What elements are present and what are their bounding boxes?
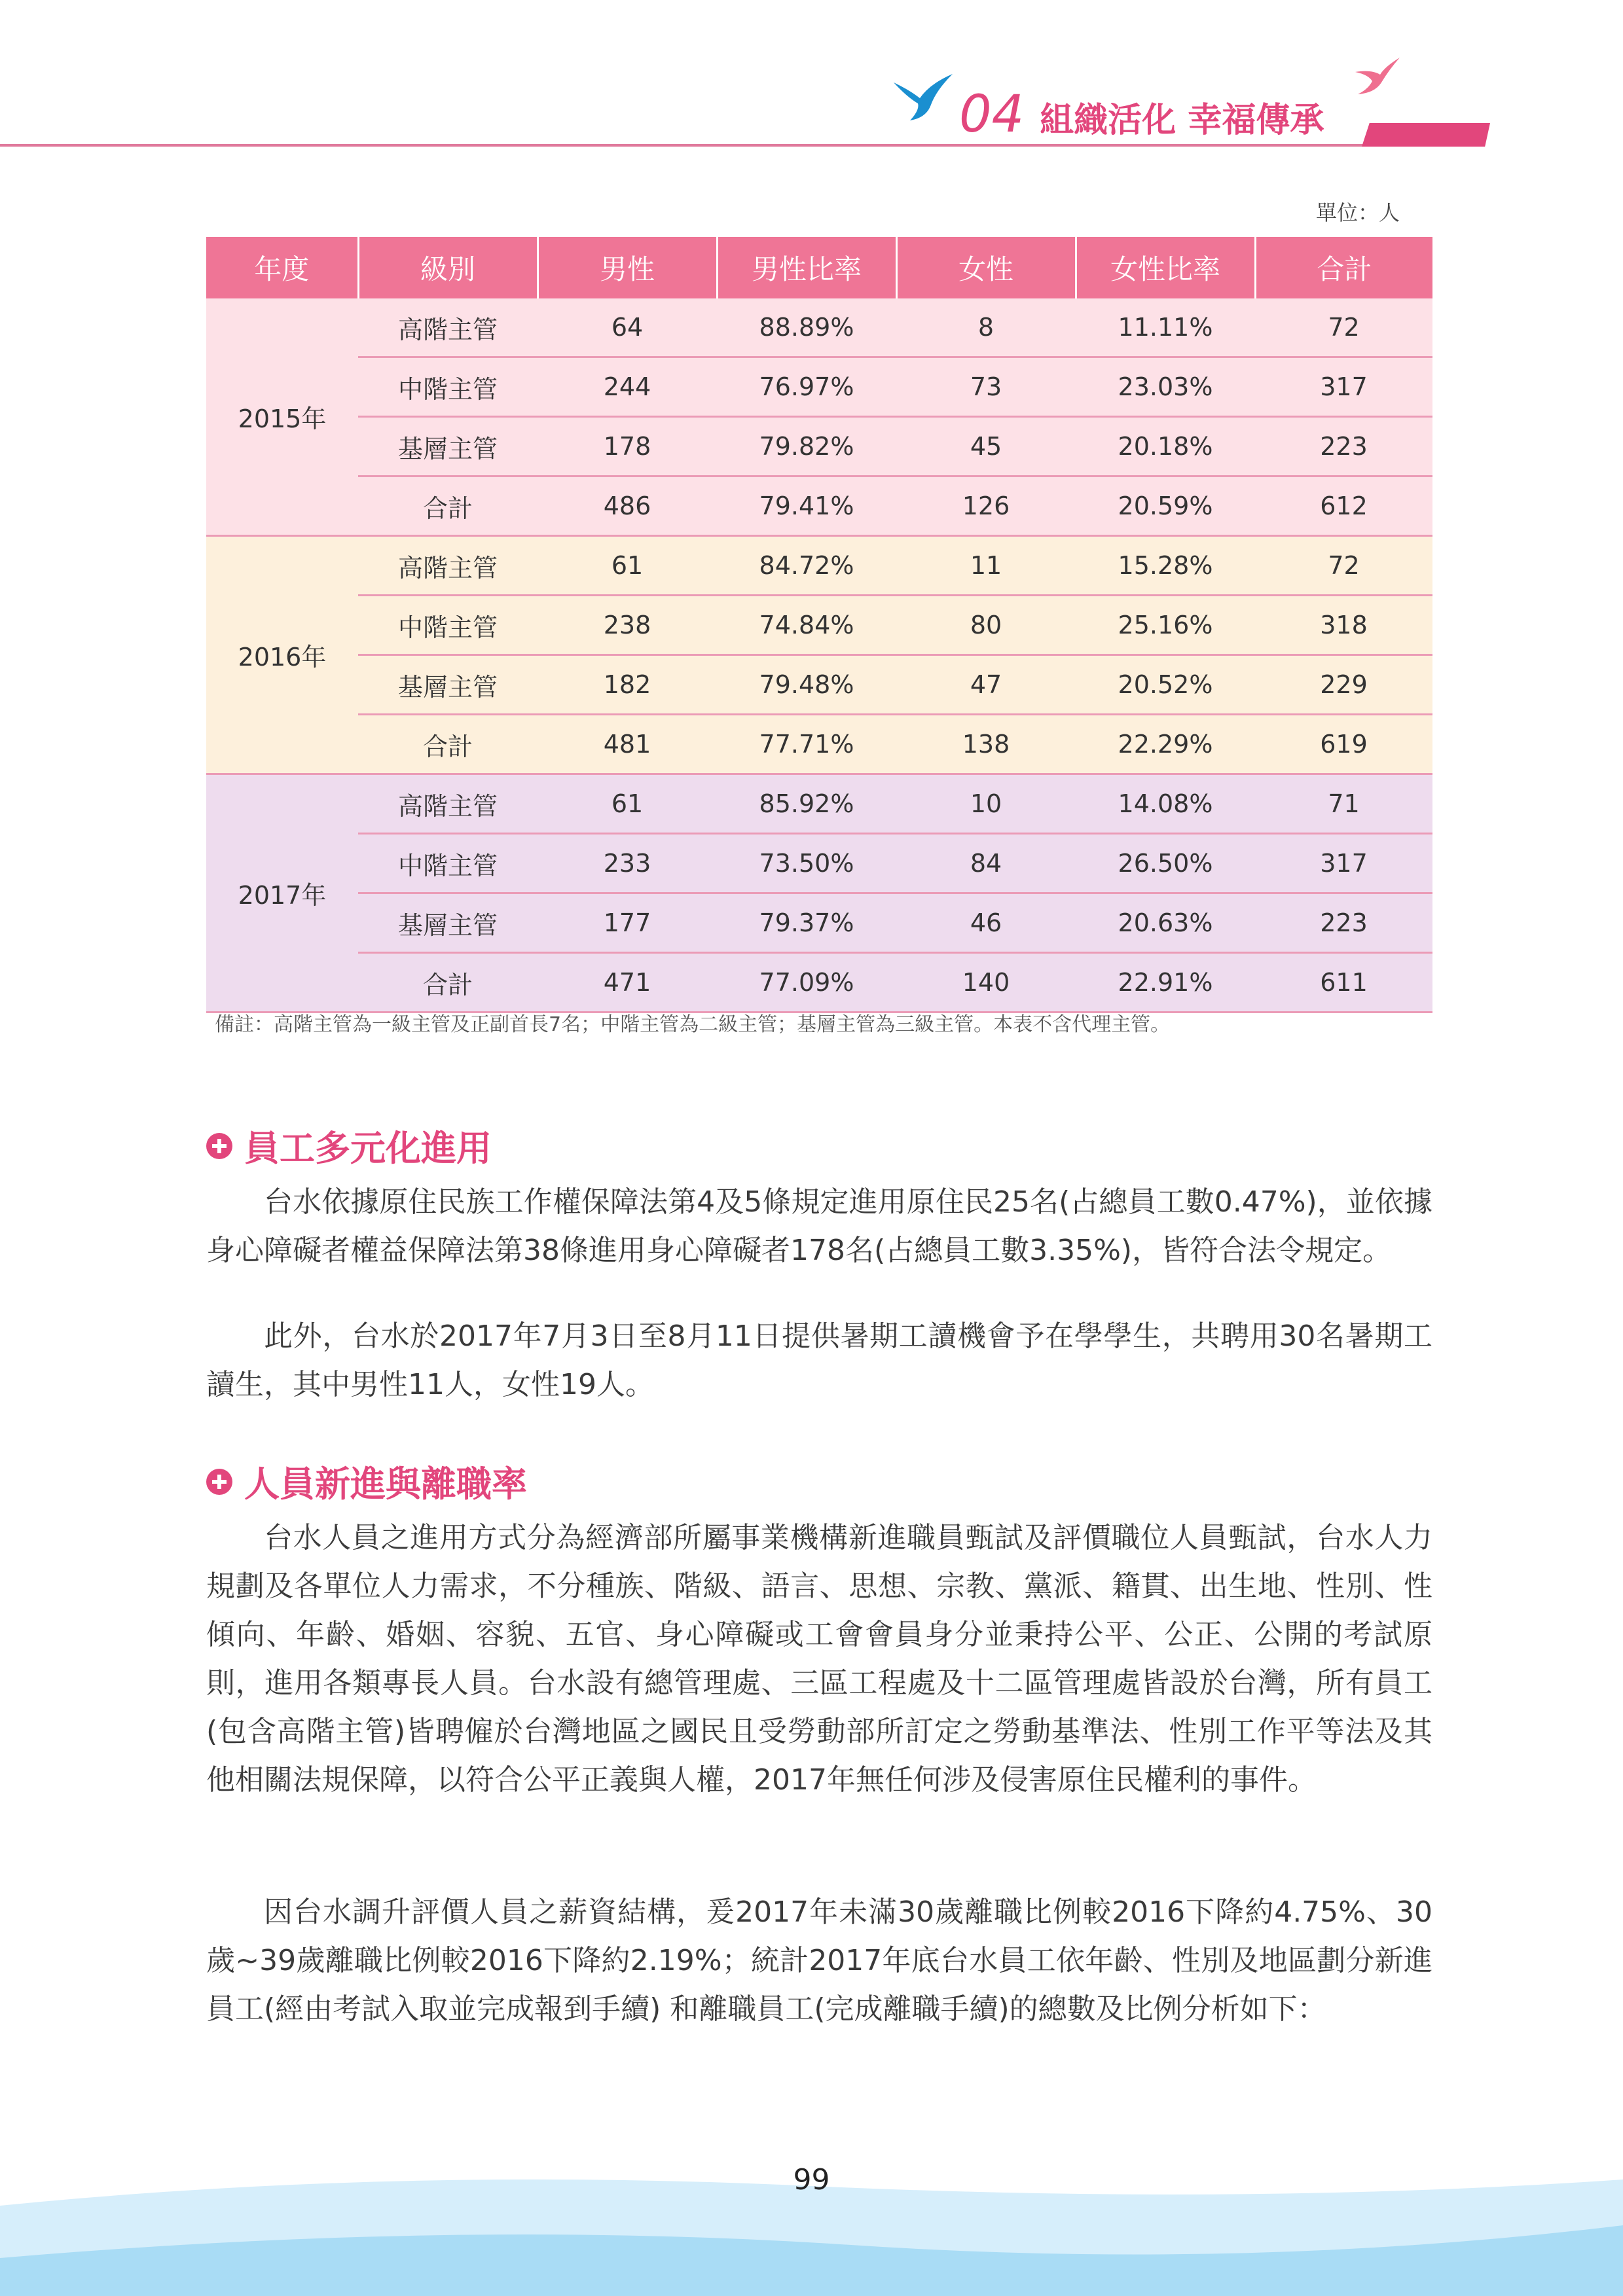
table-cell: 84.72% <box>717 536 896 596</box>
table-cell: 11 <box>896 536 1076 596</box>
table-cell: 140 <box>896 953 1076 1013</box>
table-cell: 317 <box>1255 357 1432 417</box>
column-header: 女性 <box>896 237 1076 298</box>
table-footnote: 備註：高階主管為一級主管及正副首長7名；中階主管為二級主管；基層主管為三級主管。本表不含代理主管。 <box>215 1013 1171 1036</box>
section-heading-turnover <box>206 1456 527 1507</box>
table-cell: 高階主管 <box>358 298 538 357</box>
column-header: 女性比率 <box>1076 237 1255 298</box>
table-cell: 481 <box>538 715 717 774</box>
chapter-title: 組織活化 幸福傳承 <box>1040 101 1324 140</box>
section-title: 人員新進與離職率 <box>244 1463 527 1505</box>
column-header: 合計 <box>1255 237 1432 298</box>
table-cell: 244 <box>538 357 717 417</box>
table-cell: 45 <box>896 417 1076 476</box>
table-cell: 223 <box>1255 893 1432 953</box>
table-cell: 318 <box>1255 596 1432 655</box>
table-cell: 20.59% <box>1076 476 1255 536</box>
table-cell: 20.52% <box>1076 655 1255 715</box>
table-cell: 22.29% <box>1076 715 1255 774</box>
pink-swallow-icon <box>1349 55 1401 97</box>
table-cell: 73.50% <box>717 834 896 893</box>
table-cell: 611 <box>1255 953 1432 1013</box>
header-rule <box>0 144 1365 147</box>
table-cell: 486 <box>538 476 717 536</box>
table-cell: 46 <box>896 893 1076 953</box>
table-cell: 高階主管 <box>358 536 538 596</box>
body-paragraph: 此外，台水於2017年7月3日至8月11日提供暑期工讀機會予在學學生，共聘用30名暑期工讀生，其中男性11人，女性19人。 <box>206 1319 1432 1401</box>
table-row <box>206 953 1432 1013</box>
table-cell: 高階主管 <box>358 774 538 834</box>
table-unit-label: 單位：人 <box>1316 200 1400 225</box>
table-cell: 80 <box>896 596 1076 655</box>
table-cell: 229 <box>1255 655 1432 715</box>
column-header: 年度 <box>206 237 358 298</box>
table-cell: 基層主管 <box>358 655 538 715</box>
table-header-row <box>206 237 1432 298</box>
table-cell: 77.71% <box>717 715 896 774</box>
table-cell: 138 <box>896 715 1076 774</box>
table-cell: 基層主管 <box>358 417 538 476</box>
table-row <box>206 715 1432 774</box>
table-cell: 基層主管 <box>358 893 538 953</box>
table-row <box>206 536 1432 596</box>
table-cell: 64 <box>538 298 717 357</box>
table-row <box>206 417 1432 476</box>
column-header: 男性 <box>538 237 717 298</box>
table-cell: 233 <box>538 834 717 893</box>
body-paragraph: 因台水調升評價人員之薪資結構，爰2017年未滿30歲離職比例較2016下降約4.75%、30歲~39歲離職比例較2016下降約2.19%；統計2017年底台水員工依年齡、性別及地區劃分新進員工(經由考試入取並完成報到手續) 和離職員工(完成離職手續)的總數及比例分析如下： <box>206 1895 1432 2026</box>
section-title: 員工多元化進用 <box>244 1128 492 1169</box>
table-cell: 223 <box>1255 417 1432 476</box>
column-header: 級別 <box>358 237 538 298</box>
plus-circle-icon <box>206 1469 232 1495</box>
table-cell: 85.92% <box>717 774 896 834</box>
table-cell: 合計 <box>358 476 538 536</box>
year-cell: 2015年 <box>206 298 358 536</box>
table-cell: 中階主管 <box>358 357 538 417</box>
year-cell: 2017年 <box>206 774 358 1013</box>
table-cell: 177 <box>538 893 717 953</box>
plus-circle-icon <box>206 1133 232 1159</box>
header-accent-bar <box>1362 123 1490 147</box>
supervisor-gender-table <box>206 237 1432 1013</box>
table-cell: 22.91% <box>1076 953 1255 1013</box>
table-row <box>206 893 1432 953</box>
table-cell: 77.09% <box>717 953 896 1013</box>
table-cell: 79.37% <box>717 893 896 953</box>
table-cell: 61 <box>538 774 717 834</box>
table-cell: 182 <box>538 655 717 715</box>
table-cell: 619 <box>1255 715 1432 774</box>
table-cell: 合計 <box>358 953 538 1013</box>
table-cell: 72 <box>1255 298 1432 357</box>
page-number: 99 <box>793 2163 830 2197</box>
table-cell: 71 <box>1255 774 1432 834</box>
table-row <box>206 298 1432 357</box>
chapter-number: 04 <box>959 85 1025 144</box>
table-cell: 11.11% <box>1076 298 1255 357</box>
table-cell: 8 <box>896 298 1076 357</box>
table-cell: 72 <box>1255 536 1432 596</box>
column-header: 男性比率 <box>717 237 896 298</box>
blue-swallow-icon <box>890 71 956 123</box>
table-cell: 238 <box>538 596 717 655</box>
table-row <box>206 655 1432 715</box>
table-cell: 26.50% <box>1076 834 1255 893</box>
body-paragraph: 台水人員之進用方式分為經濟部所屬事業機構新進職員甄試及評價職位人員甄試，台水人力規劃及各單位人力需求，不分種族、階級、語言、思想、宗教、黨派、籍貫、出生地、性別、性傾向、年齡、婚姻、容貌、五官、身心障礙或工會會員身分並秉持公平、公正、公開的考試原則，進用各類專長人員。台水設有總管理處、三區工程處及十二區管理處皆設於台灣，所有員工(包含高階主管)皆聘僱於台灣地區之國民且受勞動部所訂定之勞動基準法、性別工作平等法及其他相關法規保障，以符合公平正義與人權，2017年無任何涉及侵害原住民權利的事件。 <box>206 1521 1432 1797</box>
chapter-header <box>959 85 1324 144</box>
table-cell: 73 <box>896 357 1076 417</box>
table-cell: 126 <box>896 476 1076 536</box>
table-cell: 317 <box>1255 834 1432 893</box>
table-cell: 14.08% <box>1076 774 1255 834</box>
table-cell: 74.84% <box>717 596 896 655</box>
table-cell: 中階主管 <box>358 834 538 893</box>
table-cell: 79.41% <box>717 476 896 536</box>
year-cell: 2016年 <box>206 536 358 774</box>
table-cell: 合計 <box>358 715 538 774</box>
table-row <box>206 476 1432 536</box>
table-cell: 25.16% <box>1076 596 1255 655</box>
table-row <box>206 596 1432 655</box>
table-row <box>206 357 1432 417</box>
table-cell: 47 <box>896 655 1076 715</box>
table-cell: 15.28% <box>1076 536 1255 596</box>
table-cell: 612 <box>1255 476 1432 536</box>
table-cell: 10 <box>896 774 1076 834</box>
table-cell: 中階主管 <box>358 596 538 655</box>
table-cell: 61 <box>538 536 717 596</box>
body-paragraph: 台水依據原住民族工作權保障法第4及5條規定進用原住民25名(占總員工數0.47%)，並依據身心障礙者權益保障法第38條進用身心障礙者178名(占總員工數3.35%)，皆符合法令規定。 <box>206 1185 1432 1267</box>
table-cell: 79.82% <box>717 417 896 476</box>
table-cell: 88.89% <box>717 298 896 357</box>
table-cell: 76.97% <box>717 357 896 417</box>
table-cell: 178 <box>538 417 717 476</box>
table-cell: 84 <box>896 834 1076 893</box>
table-cell: 20.63% <box>1076 893 1255 953</box>
section-heading-diversity <box>206 1121 492 1171</box>
table-row <box>206 774 1432 834</box>
table-cell: 471 <box>538 953 717 1013</box>
table-cell: 79.48% <box>717 655 896 715</box>
table-cell: 23.03% <box>1076 357 1255 417</box>
table-cell: 20.18% <box>1076 417 1255 476</box>
table-row <box>206 834 1432 893</box>
